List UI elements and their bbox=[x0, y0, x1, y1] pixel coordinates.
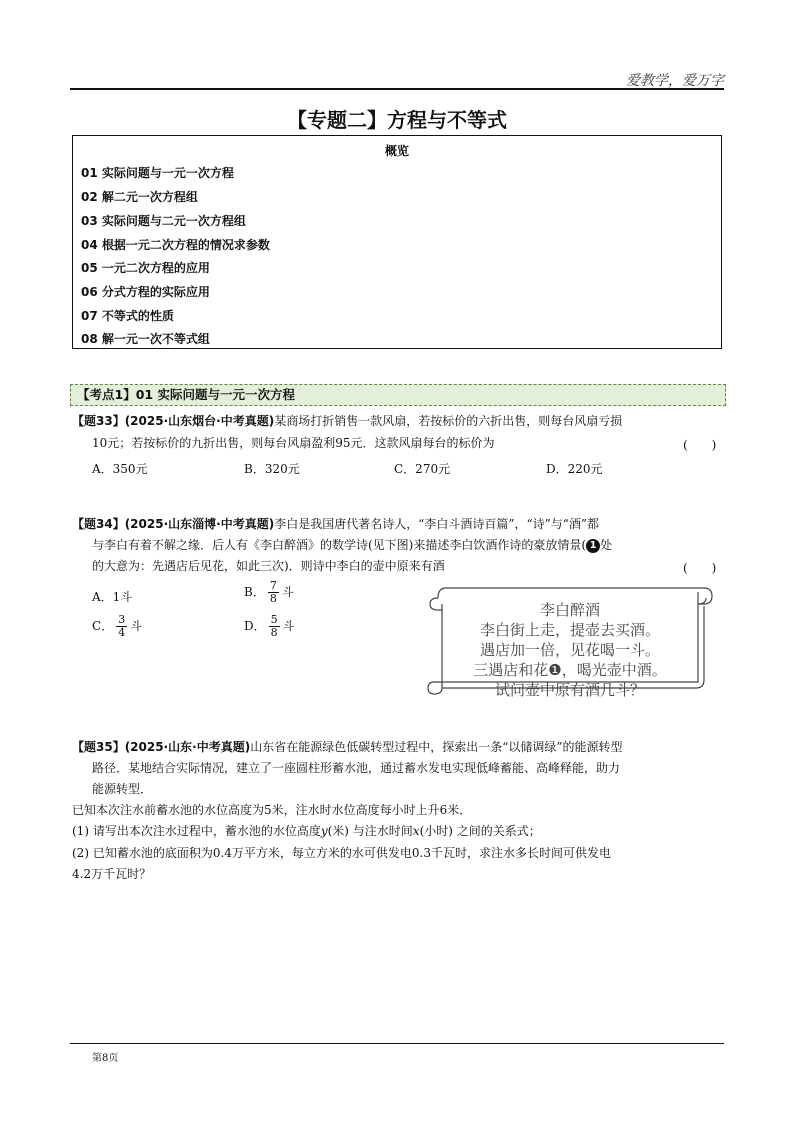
question-33-line1 bbox=[72, 411, 732, 431]
poem-line: 李白街上走，提壶去买酒。 bbox=[479, 621, 660, 639]
overview-item: 08 解一元一次不等式组 bbox=[81, 332, 210, 346]
option-unit: 斗 bbox=[130, 619, 143, 633]
option-letter: B． bbox=[244, 585, 265, 599]
page-title: 【专题二】方程与不等式 bbox=[287, 108, 507, 132]
overview-item: 05 一元二次方程的应用 bbox=[81, 261, 210, 275]
overview-item: 01 实际问题与一元一次方程 bbox=[81, 166, 234, 180]
scroll-left-roll bbox=[428, 604, 442, 694]
question-34-text2b: 处 bbox=[600, 538, 613, 552]
question-33-option-b[interactable]: B．320元 bbox=[244, 462, 300, 476]
question-34-label: 【题34】(2025·山东淄博·中考真题) bbox=[72, 517, 275, 531]
question-34-option-d[interactable] bbox=[244, 614, 295, 639]
question-35-line1 bbox=[72, 737, 732, 757]
question-33-option-c[interactable]: C．270元 bbox=[394, 462, 451, 476]
option-unit: 斗 bbox=[282, 619, 295, 633]
question-35-text1: 山东省在能源绿色低碳转型过程中，探索出一条“以储调绿”的能源转型 bbox=[250, 740, 623, 754]
question-35-label: 【题35】(2025·山东·中考真题) bbox=[72, 740, 251, 754]
question-35-sub2a: (2) 已知蓄水池的底面积为0.4万平方米，每立方米的水可供发电0.3千瓦时，求注水多长时间可供发电 bbox=[72, 846, 611, 860]
question-33-label: 【题33】(2025·山东烟台·中考真题) bbox=[72, 414, 275, 428]
poem-title: 李白醉酒 bbox=[539, 601, 600, 619]
fraction-numerator: 5 bbox=[270, 613, 278, 626]
question-34-line1 bbox=[72, 514, 732, 534]
sub1-text-c: (小时) 之间的关系式； bbox=[419, 824, 541, 838]
overview-item: 04 根据一元二次方程的情况求参数 bbox=[81, 238, 270, 252]
fraction-numerator: 7 bbox=[269, 579, 277, 592]
fraction-denominator: 8 bbox=[269, 592, 277, 605]
question-34-text2: 与李白有着不解之缘．后人有《李白醉酒》的数学诗(见下图)来描述李白饮酒作诗的豪放情景( bbox=[92, 538, 587, 552]
poem-text bbox=[450, 600, 690, 700]
fraction bbox=[269, 614, 280, 639]
question-34-text1: 李白是我国唐代著名诗人，“李白斗酒诗百篇”，“诗”与“酒”都 bbox=[274, 517, 599, 531]
kaodian-heading bbox=[70, 384, 726, 406]
overview-item: 07 不等式的性质 bbox=[81, 309, 174, 323]
question-34-option-c[interactable] bbox=[92, 614, 142, 639]
question-35-text4: 已知本次注水前蓄水池的水位高度为5米，注水时水位高度每小时上升6米． bbox=[72, 803, 472, 817]
question-33-text2: 10元；若按标价的九折出售，则每台风扇盈利95元．这款风扇每台的标价为 bbox=[92, 436, 495, 450]
note-marker: 1 bbox=[586, 539, 600, 553]
poem-line: 三遇店和花❶，喝光壶中酒。 bbox=[473, 661, 667, 679]
question-35-sub2b: 4.2万千瓦时？ bbox=[72, 867, 152, 881]
sub1-text-a: (1) 请写出本次注水过程中，蓄水池的水位高度 bbox=[72, 824, 321, 838]
question-35-text3: 能源转型． bbox=[92, 782, 153, 796]
overview-heading: 概览 bbox=[384, 144, 409, 158]
option-letter: D． bbox=[244, 619, 266, 633]
header-rule bbox=[70, 88, 724, 90]
scroll-right-edge bbox=[696, 606, 704, 688]
variable-x: x bbox=[412, 824, 420, 838]
scroll-left-curl bbox=[430, 598, 442, 610]
overview-item: 02 解二元一次方程组 bbox=[81, 190, 198, 204]
option-unit: 斗 bbox=[281, 585, 294, 599]
fraction bbox=[116, 614, 127, 639]
question-34-text3: 的大意为：先遇店后见花，如此三次)．则诗中李白的壶中原来有酒 bbox=[92, 559, 445, 573]
question-33-text1: 某商场打折销售一款风扇，若按标价的六折出售，则每台风扇亏损 bbox=[274, 414, 623, 428]
question-33-option-a[interactable]: A．350元 bbox=[92, 462, 148, 476]
footer-rule bbox=[70, 1043, 724, 1044]
question-34-option-a[interactable]: A．1斗 bbox=[92, 590, 133, 604]
question-34-line2 bbox=[92, 535, 732, 555]
question-35-sub1 bbox=[72, 821, 541, 841]
kaodian-title: 01 实际问题与一元一次方程 bbox=[135, 387, 295, 402]
overview-item: 06 分式方程的实际应用 bbox=[81, 285, 210, 299]
fraction-numerator: 3 bbox=[118, 613, 126, 626]
option-letter: C． bbox=[92, 619, 114, 633]
sub1-text-b: (米) 与注水时间 bbox=[327, 824, 413, 838]
question-34-option-b[interactable] bbox=[244, 580, 294, 605]
header-motto: 爱教学，爱万字 bbox=[626, 73, 724, 89]
question-33-option-d[interactable]: D．220元 bbox=[546, 462, 603, 476]
overview-box bbox=[72, 135, 722, 349]
question-33-answer-blank[interactable]: ( ) bbox=[683, 438, 717, 452]
fraction-denominator: 4 bbox=[118, 626, 126, 639]
overview-item: 03 实际问题与二元一次方程组 bbox=[81, 214, 246, 228]
variable-y: y bbox=[320, 824, 328, 838]
poem-line: 试问壶中原有酒几斗？ bbox=[494, 681, 645, 699]
fraction-denominator: 8 bbox=[270, 626, 278, 639]
scroll-right-curl bbox=[698, 598, 706, 604]
fraction bbox=[268, 580, 279, 605]
question-35-text2: 路径．某地结合实际情况，建立了一座圆柱形蓄水池，通过蓄水发电实现低峰蓄能、高峰释能，助力 bbox=[92, 761, 621, 775]
question-34-answer-blank[interactable]: ( ) bbox=[683, 561, 717, 575]
kaodian-tag: 【考点1】 bbox=[77, 387, 136, 402]
poem-line: 遇店加一倍，见花喝一斗。 bbox=[479, 641, 660, 659]
page-number: 第8页 bbox=[92, 1053, 119, 1064]
